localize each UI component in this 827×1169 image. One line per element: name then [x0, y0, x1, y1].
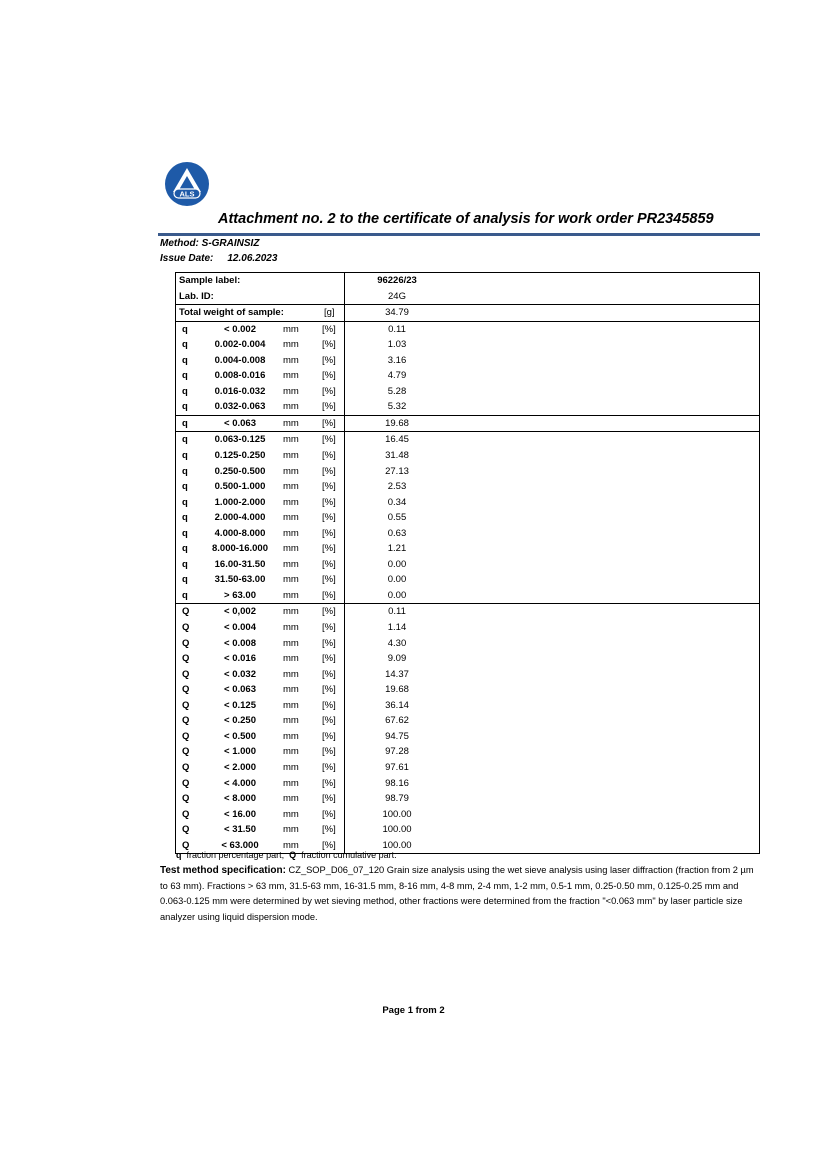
table-row	[176, 526, 759, 542]
row-type: Q	[182, 637, 190, 649]
row-type: q	[182, 543, 188, 555]
row-percent-unit: [%]	[322, 606, 336, 618]
row-value: 97.28	[385, 746, 409, 758]
row-value: 98.16	[385, 777, 409, 789]
row-label: Sample label:	[179, 275, 241, 286]
row-range: < 0.008	[224, 637, 256, 649]
table-row	[176, 682, 759, 698]
row-range: 0.250-0.500	[214, 465, 266, 477]
row-range: < 0.125	[224, 699, 256, 711]
row-type: q	[182, 527, 188, 539]
row-unit: mm	[283, 465, 299, 477]
row-percent-unit: [%]	[322, 808, 336, 820]
row-range: < 31.50	[224, 824, 256, 836]
row-type: q	[182, 450, 188, 462]
row-type: q	[182, 417, 188, 429]
row-type: q	[182, 323, 188, 335]
row-unit: mm	[283, 354, 299, 366]
fraction-rows	[176, 322, 759, 854]
row-type: Q	[182, 653, 190, 665]
row-unit: mm	[283, 839, 299, 851]
row-type: Q	[182, 622, 190, 634]
row-type: Q	[182, 808, 190, 820]
row-value: 98.79	[385, 793, 409, 805]
table-row	[176, 448, 759, 464]
row-unit: mm	[283, 653, 299, 665]
row-type: q	[182, 465, 188, 477]
row-percent-unit: [%]	[322, 434, 336, 446]
row-percent-unit: [%]	[322, 777, 336, 789]
row-type: Q	[182, 793, 190, 805]
row-value: 4.79	[387, 370, 407, 382]
row-value: 0.11	[388, 323, 406, 335]
legend-q-text: fraction percentage part,	[186, 850, 285, 860]
row-percent-unit: [%]	[322, 481, 336, 493]
row-unit: mm	[283, 401, 299, 413]
table-row	[176, 289, 759, 306]
table-row	[176, 464, 759, 480]
legend-q-symbol: q	[176, 850, 182, 860]
row-value: 5.32	[387, 401, 407, 413]
table-row	[176, 479, 759, 495]
row-unit: mm	[283, 574, 299, 586]
issue-date-line	[160, 253, 277, 264]
row-type: Q	[182, 746, 190, 758]
table-row	[176, 384, 759, 400]
row-percent-unit: [%]	[322, 668, 336, 680]
row-range: < 0.063	[224, 684, 256, 696]
table-row	[176, 510, 759, 526]
svg-text:ALS: ALS	[179, 189, 195, 199]
table-row	[176, 744, 759, 760]
row-unit: mm	[283, 543, 299, 555]
row-value: 0.00	[387, 574, 407, 586]
row-unit: mm	[283, 527, 299, 539]
row-value: 94.75	[385, 730, 409, 742]
row-unit: mm	[283, 668, 299, 680]
row-unit: mm	[283, 730, 299, 742]
row-value: 0.11	[388, 606, 406, 618]
row-value: 19.68	[385, 684, 409, 696]
table-row	[176, 791, 759, 807]
row-percent-unit: [%]	[322, 839, 336, 851]
table-row	[176, 368, 759, 384]
row-type: q	[182, 385, 188, 397]
row-percent-unit: [%]	[322, 622, 336, 634]
row-percent-unit: [%]	[322, 824, 336, 836]
row-label: Total weight of sample:	[179, 307, 284, 319]
results-table	[175, 272, 760, 854]
row-unit: mm	[283, 450, 299, 462]
issue-date-label: Issue Date:	[160, 253, 214, 264]
row-range: < 0.016	[224, 653, 256, 665]
row-type: Q	[182, 761, 190, 773]
table-row	[176, 651, 759, 667]
row-value: 16.45	[385, 434, 409, 446]
row-percent-unit: [%]	[322, 401, 336, 413]
row-value: 14.37	[385, 668, 409, 680]
row-range: < 0.063	[224, 417, 256, 429]
row-unit: mm	[283, 715, 299, 727]
table-row	[176, 636, 759, 652]
row-type: q	[182, 339, 188, 351]
row-percent-unit: [%]	[322, 543, 336, 555]
table-row	[176, 305, 759, 322]
row-range: < 0.250	[224, 715, 256, 727]
row-unit: mm	[283, 637, 299, 649]
row-type: q	[182, 512, 188, 524]
row-percent-unit: [%]	[322, 574, 336, 586]
row-type: Q	[182, 606, 190, 618]
legend-Q-text: fraction cumulative part.	[301, 850, 397, 860]
row-range: 8.000-16.000	[212, 543, 268, 555]
row-percent-unit: [%]	[322, 730, 336, 742]
row-type: Q	[182, 684, 190, 696]
row-value: 1.21	[387, 543, 407, 555]
row-unit: mm	[283, 481, 299, 493]
row-unit: mm	[283, 684, 299, 696]
table-row	[176, 822, 759, 838]
row-range: 0.016-0.032	[214, 385, 266, 397]
row-range: 2.000-4.000	[214, 512, 266, 524]
row-type: Q	[182, 777, 190, 789]
legend-Q-symbol: Q	[289, 850, 297, 860]
row-percent-unit: [%]	[322, 323, 336, 335]
row-range: < 0.500	[224, 730, 256, 742]
row-value: 0.34	[387, 496, 407, 508]
row-range: 0.063-0.125	[214, 434, 266, 446]
row-value: 96226/23	[377, 275, 417, 286]
row-percent-unit: [%]	[322, 699, 336, 711]
table-row	[176, 667, 759, 683]
row-range: < 63.000	[221, 839, 259, 851]
row-unit: mm	[283, 323, 299, 335]
row-value: 0.00	[387, 589, 407, 601]
row-value: 27.13	[385, 465, 409, 477]
row-percent-unit: [%]	[322, 684, 336, 696]
row-percent-unit: [%]	[322, 496, 336, 508]
table-row	[176, 337, 759, 353]
row-range: < 0,002	[224, 606, 256, 618]
row-range: < 0.002	[224, 323, 256, 335]
row-value: 97.61	[385, 761, 409, 773]
row-range: 1.000-2.000	[214, 496, 266, 508]
table-row	[176, 399, 759, 416]
row-value: 100.00	[382, 824, 412, 836]
table-row	[176, 713, 759, 729]
table-row	[176, 807, 759, 823]
table-row	[176, 572, 759, 588]
row-value: 0.55	[387, 512, 407, 524]
row-unit: [g]	[324, 307, 335, 319]
row-range: < 8.000	[224, 793, 256, 805]
row-type: Q	[182, 715, 190, 727]
row-unit: mm	[283, 434, 299, 446]
row-value: 36.14	[385, 699, 409, 711]
row-value: 0.63	[387, 527, 407, 539]
row-percent-unit: [%]	[322, 637, 336, 649]
row-percent-unit: [%]	[322, 512, 336, 524]
row-value: 100.00	[382, 808, 412, 820]
row-percent-unit: [%]	[322, 761, 336, 773]
table-row	[176, 698, 759, 714]
row-unit: mm	[283, 824, 299, 836]
row-unit: mm	[283, 496, 299, 508]
table-row	[176, 322, 759, 338]
row-type: q	[182, 354, 188, 366]
row-unit: mm	[283, 699, 299, 711]
row-range: < 4.000	[224, 777, 256, 789]
row-value: 24G	[388, 290, 406, 302]
row-unit: mm	[283, 777, 299, 789]
issue-date-value: 12.06.2023	[227, 253, 278, 264]
row-range: 0.032-0.063	[214, 401, 266, 413]
table-row	[176, 620, 759, 636]
row-percent-unit: [%]	[322, 417, 336, 429]
row-value: 34.79	[385, 307, 409, 319]
row-value: 3.16	[387, 354, 407, 366]
test-method-specification	[160, 863, 760, 925]
row-unit: mm	[283, 793, 299, 805]
row-type: Q	[182, 699, 190, 711]
table-legend	[176, 850, 397, 860]
table-row	[176, 495, 759, 511]
row-value: 19.68	[385, 417, 409, 429]
row-unit: mm	[283, 606, 299, 618]
table-row	[176, 760, 759, 776]
row-type: q	[182, 589, 188, 601]
row-type: q	[182, 558, 188, 570]
row-unit: mm	[283, 558, 299, 570]
row-unit: mm	[283, 370, 299, 382]
row-type: q	[182, 401, 188, 413]
spec-text: CZ_SOP_D06_07_120 Grain size analysis using the wet sieve analysis using laser diffraction (fraction from 2 µm to 63 mm). Fractions > 63 mm, 31.5-63 mm, 16-31.5 mm, 8-16 mm, 4-8 mm, 2-4 mm, 1-2 mm, 0.5-1 mm, 0.25-0.50 mm, 0.125-0.25 mm and 0.063-0.125 mm were determined by wet sieving method, other fractions were determined from the fraction "<0.063 mm" by laser particle size analyzer using liquid dispersion mode.	[160, 865, 754, 922]
row-unit: mm	[283, 385, 299, 397]
table-row	[176, 729, 759, 745]
row-percent-unit: [%]	[322, 589, 336, 601]
title-rule	[158, 233, 760, 236]
row-percent-unit: [%]	[322, 385, 336, 397]
row-value: 2.53	[387, 481, 407, 493]
row-range: > 63.00	[224, 589, 256, 601]
row-unit: mm	[283, 808, 299, 820]
row-range: 0.008-0.016	[214, 370, 266, 382]
row-percent-unit: [%]	[322, 450, 336, 462]
row-type: Q	[182, 730, 190, 742]
row-value: 1.14	[387, 622, 407, 634]
row-unit: mm	[283, 761, 299, 773]
table-row	[176, 604, 759, 620]
page-footer: Page 1 from 2	[382, 1005, 445, 1016]
table-row	[176, 776, 759, 792]
row-percent-unit: [%]	[322, 354, 336, 366]
row-label: Lab. ID:	[179, 290, 214, 302]
row-type: q	[182, 496, 188, 508]
row-range: 0.004-0.008	[214, 354, 266, 366]
table-row	[176, 273, 759, 289]
row-range: 0.500-1.000	[214, 481, 266, 493]
row-range: < 0.004	[224, 622, 256, 634]
row-unit: mm	[283, 512, 299, 524]
table-row	[176, 541, 759, 557]
row-unit: mm	[283, 417, 299, 429]
row-range: 0.125-0.250	[214, 450, 266, 462]
row-value: 100.00	[382, 839, 412, 851]
row-percent-unit: [%]	[322, 746, 336, 758]
row-value: 4.30	[387, 637, 407, 649]
row-value: 0.00	[387, 558, 407, 570]
row-value: 9.09	[387, 653, 407, 665]
row-type: Q	[182, 668, 190, 680]
row-type: q	[182, 574, 188, 586]
row-percent-unit: [%]	[322, 370, 336, 382]
row-percent-unit: [%]	[322, 339, 336, 351]
table-row	[176, 353, 759, 369]
row-percent-unit: [%]	[322, 715, 336, 727]
row-type: q	[182, 370, 188, 382]
table-row	[176, 432, 759, 448]
row-type: Q	[182, 839, 190, 851]
row-percent-unit: [%]	[322, 527, 336, 539]
row-range: 31.50-63.00	[214, 574, 266, 586]
row-percent-unit: [%]	[322, 558, 336, 570]
row-unit: mm	[283, 622, 299, 634]
row-value: 1.03	[387, 339, 407, 351]
table-row	[176, 588, 759, 605]
row-value: 5.28	[387, 385, 407, 397]
row-type: q	[182, 481, 188, 493]
row-value: 31.48	[385, 450, 409, 462]
row-type: Q	[182, 824, 190, 836]
method-label: Method: S-GRAINSIZ	[160, 238, 260, 249]
row-range: < 2.000	[224, 761, 256, 773]
table-row	[176, 557, 759, 573]
row-range: 0.002-0.004	[214, 339, 266, 351]
row-range: 4.000-8.000	[214, 527, 266, 539]
row-value: 67.62	[385, 715, 409, 727]
document-title: Attachment no. 2 to the certificate of analysis for work order PR2345859	[218, 211, 714, 227]
row-range: < 1.000	[224, 746, 256, 758]
row-type: q	[182, 434, 188, 446]
row-percent-unit: [%]	[322, 793, 336, 805]
row-unit: mm	[283, 339, 299, 351]
row-percent-unit: [%]	[322, 653, 336, 665]
row-range: < 16.00	[224, 808, 256, 820]
spec-label: Test method specification:	[160, 865, 286, 876]
row-unit: mm	[283, 589, 299, 601]
table-row	[176, 416, 759, 433]
row-range: 16.00-31.50	[214, 558, 266, 570]
row-unit: mm	[283, 746, 299, 758]
row-range: < 0.032	[224, 668, 256, 680]
als-logo	[165, 162, 209, 206]
row-percent-unit: [%]	[322, 465, 336, 477]
